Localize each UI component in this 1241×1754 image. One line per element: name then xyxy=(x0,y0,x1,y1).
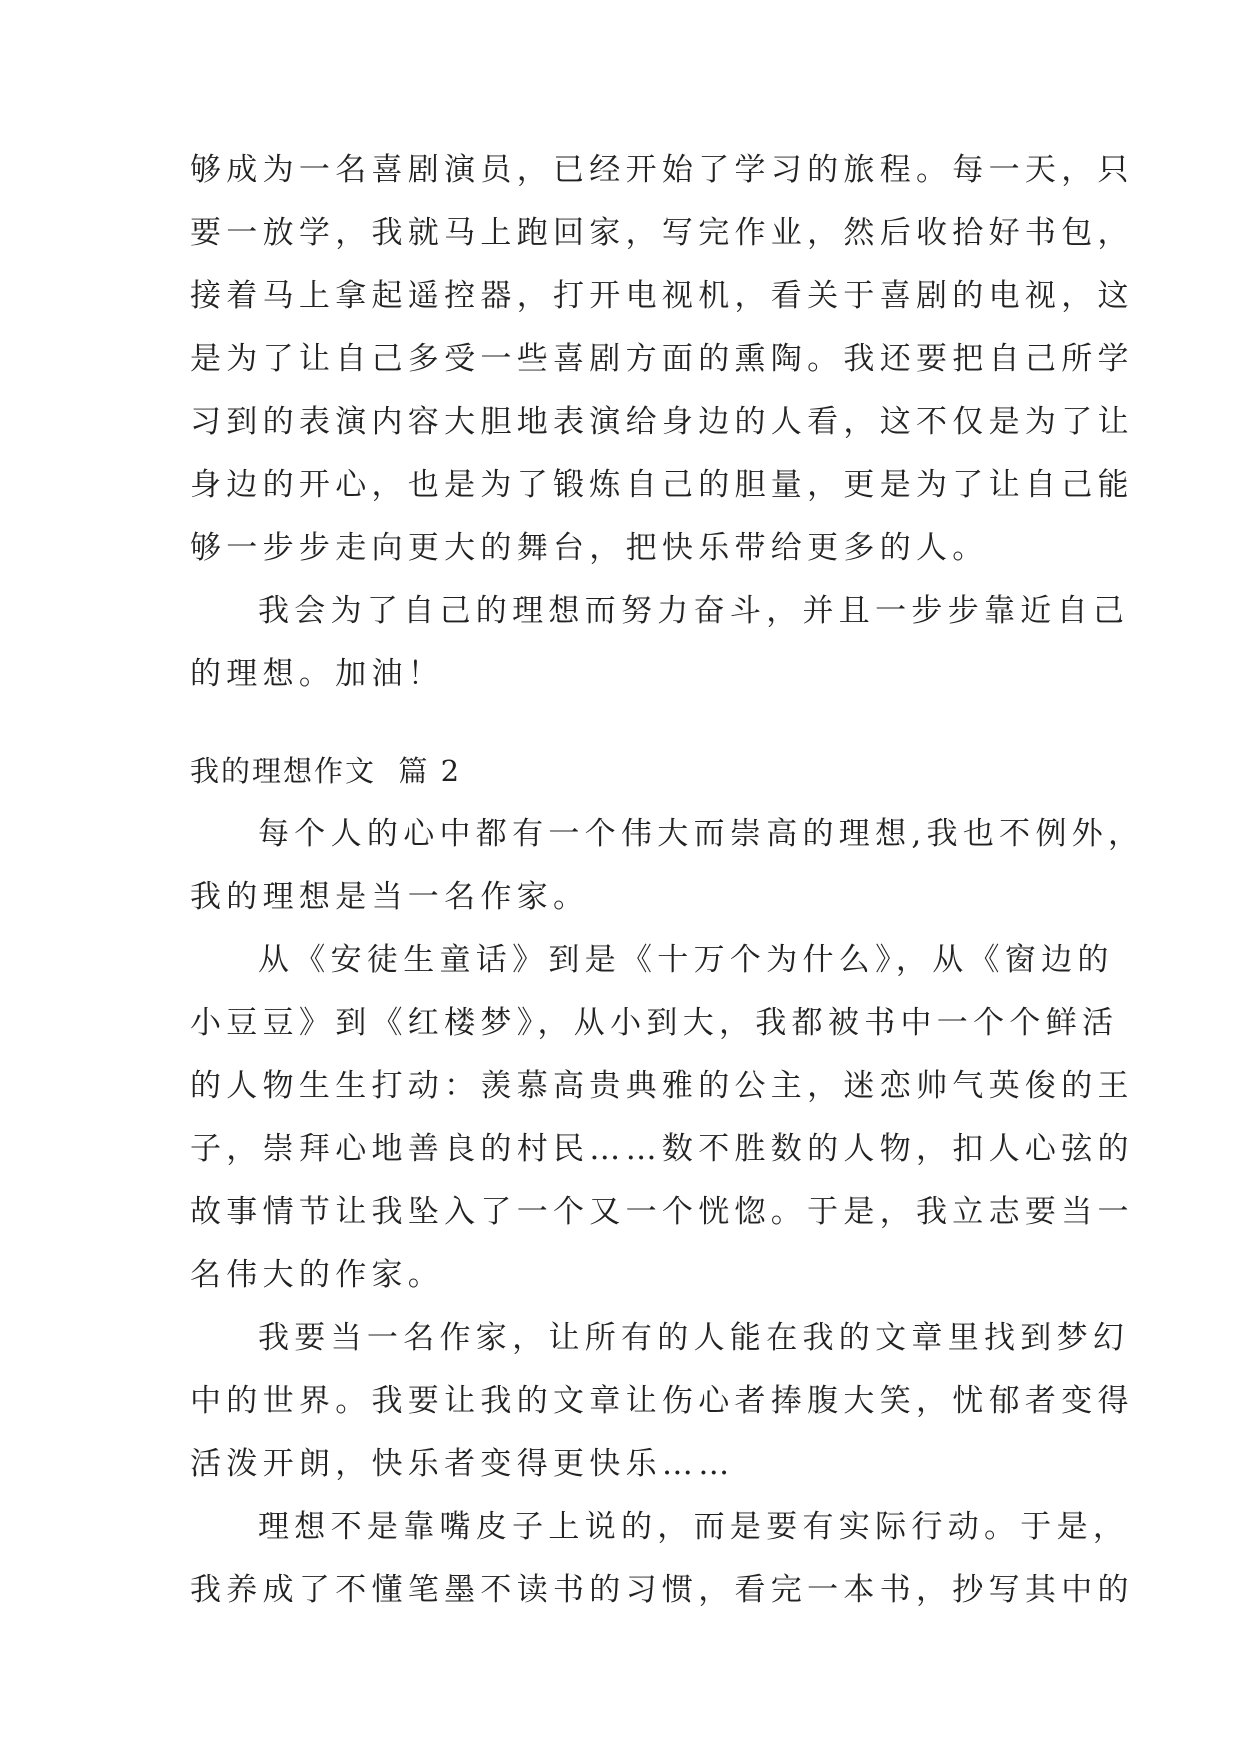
text-line: 理想不是靠嘴皮子上说的，而是要有实际行动。于是， xyxy=(258,1509,1130,1545)
text-line: 的人物生生打动：羡慕高贵典雅的公主，迷恋帅气英俊的王 xyxy=(190,1068,1134,1104)
text-line: 够成为一名喜剧演员，已经开始了学习的旅程。每一天，只 xyxy=(190,152,1134,188)
text-line: 够一步步走向更大的舞台，把快乐带给更多的人。 xyxy=(190,530,989,566)
section-heading: 我的理想作文 篇 2 xyxy=(190,754,462,788)
text-line: 是为了让自己多受一些喜剧方面的熏陶。我还要把自己所学 xyxy=(190,341,1134,377)
text-line: 身边的开心，也是为了锻炼自己的胆量，更是为了让自己能 xyxy=(190,467,1134,503)
text-line: 习到的表演内容大胆地表演给身边的人看，这不仅是为了让 xyxy=(190,404,1134,440)
text-line: 我要当一名作家，让所有的人能在我的文章里找到梦幻 xyxy=(258,1320,1130,1356)
text-line: 我养成了不懂笔墨不读书的习惯，看完一本书，抄写其中的 xyxy=(190,1572,1134,1608)
text-line: 中的世界。我要让我的文章让伤心者捧腹大笑，忧郁者变得 xyxy=(190,1383,1134,1419)
text-line: 小豆豆》到《红楼梦》，从小到大，我都被书中一个个鲜活 xyxy=(190,1005,1119,1041)
text-line: 活泼开朗，快乐者变得更快乐…… xyxy=(190,1446,735,1482)
text-line: 要一放学，我就马上跑回家，写完作业，然后收拾好书包， xyxy=(190,215,1134,251)
text-line: 每个人的心中都有一个伟大而崇高的理想,我也不例外， xyxy=(258,816,1145,852)
text-line: 我的理想是当一名作家。 xyxy=(190,879,590,915)
text-line: 接着马上拿起遥控器，打开电视机，看关于喜剧的电视，这 xyxy=(190,278,1134,314)
text-line: 子，崇拜心地善良的村民……数不胜数的人物，扣人心弦的 xyxy=(190,1131,1134,1167)
text-line: 故事情节让我坠入了一个又一个恍惚。于是，我立志要当一 xyxy=(190,1194,1134,1230)
text-line: 的理想。加油！ xyxy=(190,656,445,692)
text-line: 我会为了自己的理想而努力奋斗，并且一步步靠近自己 xyxy=(258,593,1130,629)
text-line: 从《安徒生童话》到是《十万个为什么》，从《窗边的 xyxy=(258,942,1114,978)
text-line: 名伟大的作家。 xyxy=(190,1257,445,1293)
